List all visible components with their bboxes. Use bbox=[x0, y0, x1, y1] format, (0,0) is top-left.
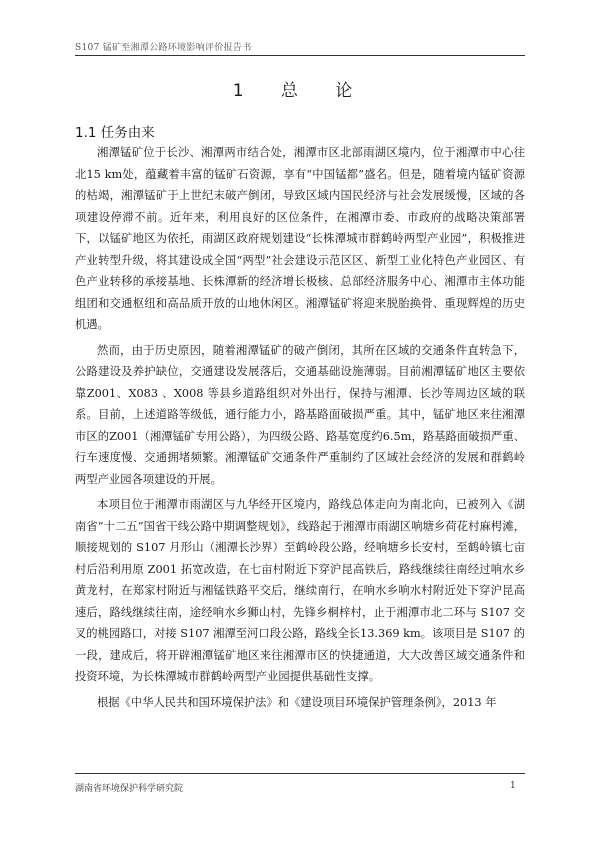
footer-organization: 湖南省环境保护科学研究院 bbox=[75, 784, 184, 794]
paragraph: 湘潭锰矿位于长沙、湘潭两市结合处，湘潭市区北部雨湖区境内，位于湘潭市中心往北15 km处，蕴藏着丰富的锰矿石资源，享有“中国锰都”盛名。但是，随着境内锰矿资源的枯竭，湘潭锰矿于上世纪末破产倒闭，导致区域内国民经济与社会发展缓慢，区域的各项建设停滞不前。近年来，利用良好的区位条件，在湘潭市委、市政府的战略决策部署下，以锰矿地区为依托，雨湖区政府规划建设“长株潭城市群鹤岭两型产业园”，积极推进产业转型升级，将其建设成全国“两型”社会建设示范区区、新型工业化特色产业园区、有色产业转移的承接基地、长株潭新的经济增长极核、总部经济服务中心、湘潭市主体功能组团和交通枢纽和高品质开放的山地休闲区。湘潭锰矿将迎来脱胎换骨、重现辉煌的历史机遇。 bbox=[75, 146, 525, 331]
section-title: 1.1 任务由来 bbox=[75, 125, 155, 141]
paragraph: 本项目位于湘潭市雨湖区与九华经开区境内，路线总体走向为南北向，已被列入《湖南省“十二五”国省干线公路中期调整规划》，线路起于湘潭市雨湖区响塘乡荷花村麻枵滩， 顺接规划的 S107 月形山（湘潭长沙界）至鹤岭段公路，经响塘乡长安村，至鹤岭镇七亩村后沿利用原 Z001 拓宽改造，在七亩村附近下穿沪昆高铁后，路线继续往南经过响水乡黄龙村，在郑家村附近与湘锰铁路平交后，继续南行，在响水乡响水村附近处下穿沪昆高速后，路线继续往南，途经响水乡狮山村，先锋乡桐梓村，止于湘潭市北二环与 S107 交叉的桃园路口，对接 S107 湘潭至河口段公路，路线全长13.369 km。该项目是 S107 的一段，建成后，将开辟湘潭锰矿地区来往湘潭市区的快捷通道，大大改善区域交通条件和投资环境，为长株潭城市群鹤岭两型产业园提供基础性支撑。 bbox=[75, 498, 525, 683]
body-text bbox=[75, 142, 525, 717]
footer-divider bbox=[75, 773, 525, 774]
header-divider bbox=[75, 55, 525, 56]
paragraph: 然而，由于历史原因，随着湘潭锰矿的破产倒闭，其所在区域的交通条件直转急下，公路建设及养护缺位，交通建设发展落后，交通基础设施薄弱。目前湘潭锰矿地区主要依靠Z001、X083 、X008 等县乡道路组织对外出行，保持与湘潭、长沙等周边区域的联系。目前，上述道路等级低，通行能力小，路基路面破损严重。其中，锰矿地区来往湘潭市区的Z001（湘潭锰矿专用公路），为四级公路、路基宽度约6.5m，路基路面破损严重、行车速度慢、交通拥堵频繁。湘潭锰矿交通条件严重制约了区域社会经济的发展和群鹤岭两型产业园各项建设的开展。 bbox=[75, 343, 525, 486]
paragraph: 根据《中华人民共和国环境保护法》和《建设项目环境保护管理条例》，2013 年 bbox=[97, 695, 497, 709]
page-number: 1 bbox=[510, 781, 516, 791]
running-header: S107 锰矿至湘潭公路环境影响评价报告书 bbox=[75, 43, 252, 53]
chapter-title: 1 总 论 bbox=[232, 81, 363, 101]
